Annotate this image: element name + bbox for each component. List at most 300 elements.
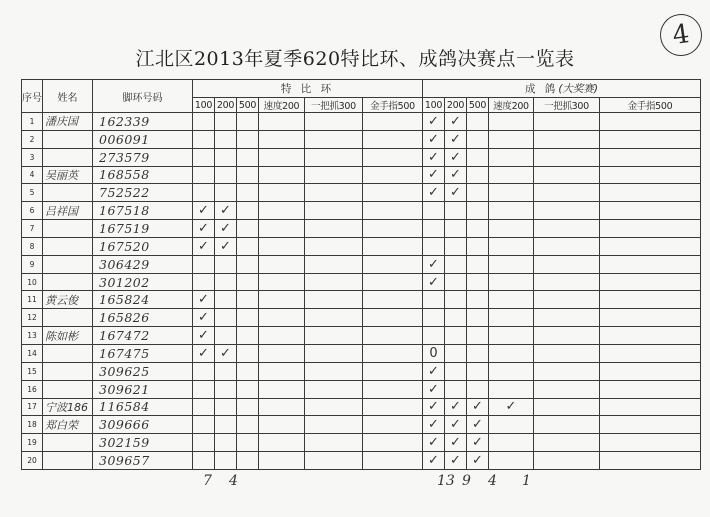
mark-cell [215,416,237,434]
mark-cell [534,220,600,238]
owner-name [43,273,93,291]
column-total: 13 [437,473,455,489]
mark-cell [489,309,534,327]
mark-cell [467,380,489,398]
mark-cell [259,220,305,238]
mark-cell [600,416,701,434]
mark-cell [259,344,305,362]
page-number-circle: 4 [657,11,704,58]
mark-cell [259,113,305,131]
mark-cell [305,166,363,184]
mark-cell [600,130,701,148]
row-number: 18 [22,416,43,434]
check-mark: ✓ [445,398,467,416]
check-mark: ✓ [445,434,467,452]
check-mark: ✓ [215,202,237,220]
mark-cell [600,309,701,327]
mark-cell [534,130,600,148]
ring-number: 309657 [93,452,193,470]
mark-cell [363,434,423,452]
table-row [22,344,701,362]
mark-cell [305,344,363,362]
mark-cell [215,434,237,452]
row-number: 17 [22,398,43,416]
table-row [22,166,701,184]
mark-cell [237,344,259,362]
mark-cell [363,184,423,202]
mark-cell [363,362,423,380]
mark-cell [237,309,259,327]
mark-cell [237,291,259,309]
ring-number: 168558 [93,166,193,184]
mark-cell [305,255,363,273]
ring-number: 167475 [93,344,193,362]
mark-cell [363,309,423,327]
header-special-500: 500 [237,98,259,113]
owner-name: 吕祥国 [43,202,93,220]
mark-cell [489,202,534,220]
column-total: 1 [522,473,531,489]
table-row [22,255,701,273]
owner-name [43,434,93,452]
mark-cell [215,166,237,184]
mark-cell [305,416,363,434]
mark-cell [193,398,215,416]
mark-cell [423,220,445,238]
mark-cell [489,166,534,184]
check-mark: ✓ [445,184,467,202]
mark-cell [215,452,237,470]
mark-cell [305,184,363,202]
mark-cell [237,452,259,470]
row-number: 11 [22,291,43,309]
mark-cell [489,130,534,148]
mark-cell [467,148,489,166]
check-mark: ✓ [423,434,445,452]
header-adult-200: 200 [445,98,467,113]
ring-number: 302159 [93,434,193,452]
owner-name: 吴丽英 [43,166,93,184]
mark-cell [215,398,237,416]
mark-cell [237,237,259,255]
mark-cell [445,380,467,398]
mark-cell [600,220,701,238]
ring-number: 301202 [93,273,193,291]
mark-cell [600,452,701,470]
check-mark: ✓ [423,113,445,131]
owner-name [43,148,93,166]
check-mark: ✓ [467,452,489,470]
row-number: 3 [22,148,43,166]
adult-group-note: (大奖赛) [558,83,599,95]
mark-cell [600,113,701,131]
mark-cell [423,291,445,309]
table-row [22,291,701,309]
row-number: 7 [22,220,43,238]
table-row [22,273,701,291]
mark-cell [534,416,600,434]
mark-cell [363,291,423,309]
check-mark: ✓ [423,273,445,291]
mark-cell [467,184,489,202]
mark-cell [259,309,305,327]
mark-cell [534,434,600,452]
mark-cell [259,148,305,166]
row-number: 15 [22,362,43,380]
mark-cell [259,130,305,148]
mark-cell [305,202,363,220]
header-special-100: 100 [193,98,215,113]
header-adult-一把抓300: 一把抓300 [534,98,600,113]
ring-number: 165826 [93,309,193,327]
check-mark: ✓ [423,416,445,434]
row-number: 5 [22,184,43,202]
mark-cell [259,398,305,416]
mark-cell [363,273,423,291]
mark-cell [237,148,259,166]
mark-cell [305,237,363,255]
mark-cell [445,309,467,327]
check-mark: ✓ [215,220,237,238]
mark-cell [489,452,534,470]
mark-cell [215,255,237,273]
mark-cell [467,273,489,291]
mark-cell [215,380,237,398]
owner-name: 宁波186 [43,398,93,416]
row-number: 14 [22,344,43,362]
mark-cell [193,362,215,380]
row-number: 2 [22,130,43,148]
check-mark: ✓ [423,166,445,184]
document-title: 江北区2013年夏季620特比环、成鸽决赛点一览表 [135,48,575,70]
mark-cell [534,255,600,273]
mark-cell [193,113,215,131]
mark-cell [467,327,489,345]
table-row [22,380,701,398]
mark-cell [467,309,489,327]
mark-cell [534,344,600,362]
check-mark: ✓ [445,130,467,148]
mark-cell [305,148,363,166]
mark-cell [423,237,445,255]
check-mark: ✓ [215,237,237,255]
mark-cell [600,398,701,416]
mark-cell [489,434,534,452]
mark-cell [600,362,701,380]
mark-cell [489,220,534,238]
mark-cell [445,344,467,362]
mark-cell [534,452,600,470]
mark-cell [489,148,534,166]
check-mark: ✓ [193,344,215,362]
header-no: 序号 [22,80,43,113]
mark-cell [259,291,305,309]
check-mark: ✓ [489,398,534,416]
mark-cell [600,202,701,220]
mark-cell [305,113,363,131]
mark-cell [600,184,701,202]
owner-name [43,362,93,380]
results-table [21,79,701,470]
mark-cell [237,130,259,148]
mark-cell [445,255,467,273]
mark-cell [534,202,600,220]
mark-cell [363,113,423,131]
owner-name [43,344,93,362]
mark-cell [193,273,215,291]
header-special-速度200: 速度200 [259,98,305,113]
mark-cell [423,202,445,220]
header-adult-100: 100 [423,98,445,113]
mark-cell [259,273,305,291]
mark-cell [534,113,600,131]
owner-name [43,237,93,255]
mark-cell [259,434,305,452]
mark-cell [215,291,237,309]
check-mark: ✓ [467,398,489,416]
mark-cell [193,434,215,452]
check-mark: ✓ [215,344,237,362]
mark-cell [600,291,701,309]
row-number: 9 [22,255,43,273]
mark-cell [259,255,305,273]
owner-name: 黄云俊 [43,291,93,309]
mark-cell [467,255,489,273]
check-mark: ✓ [193,327,215,345]
mark-cell [363,237,423,255]
mark-cell [445,220,467,238]
owner-name [43,380,93,398]
mark-cell [305,327,363,345]
header-adult-金手指500: 金手指500 [600,98,701,113]
check-mark: ✓ [467,416,489,434]
mark-cell [305,398,363,416]
mark-cell [193,166,215,184]
owner-name: 郑白荣 [43,416,93,434]
mark-cell [237,362,259,380]
mark-cell [237,434,259,452]
ring-number: 162339 [93,113,193,131]
mark-cell [237,327,259,345]
mark-cell [534,380,600,398]
table-row [22,327,701,345]
check-mark: ✓ [445,113,467,131]
mark-cell [259,166,305,184]
row-number: 13 [22,327,43,345]
table-row [22,148,701,166]
header-ring: 脚环号码 [93,80,193,113]
mark-cell [237,184,259,202]
header-special-一把抓300: 一把抓300 [305,98,363,113]
mark-cell [215,130,237,148]
mark-cell [237,416,259,434]
mark-cell [467,220,489,238]
table-row [22,398,701,416]
check-mark: ✓ [193,309,215,327]
check-mark: ✓ [423,130,445,148]
check-mark: ✓ [423,452,445,470]
mark-cell [237,273,259,291]
mark-cell [467,202,489,220]
ring-number: 309625 [93,362,193,380]
mark-cell [363,452,423,470]
mark-cell [489,327,534,345]
mark-cell [193,148,215,166]
ring-number: 167472 [93,327,193,345]
check-mark: ✓ [423,398,445,416]
mark-cell [237,398,259,416]
header-special-金手指500: 金手指500 [363,98,423,113]
table-row [22,202,701,220]
mark-cell [534,166,600,184]
mark-cell [467,130,489,148]
mark-cell [259,452,305,470]
ring-number: 306429 [93,255,193,273]
mark-cell [534,184,600,202]
owner-name [43,255,93,273]
column-total: 4 [229,473,238,489]
check-mark: ✓ [445,148,467,166]
mark-cell [363,380,423,398]
mark-cell [363,416,423,434]
mark-cell [467,291,489,309]
mark-cell [534,309,600,327]
mark-cell [489,184,534,202]
mark-cell [489,255,534,273]
mark-cell [489,113,534,131]
row-number: 8 [22,237,43,255]
mark-cell [305,273,363,291]
row-number: 1 [22,113,43,131]
mark-cell [193,184,215,202]
mark-cell [237,380,259,398]
mark-cell [305,380,363,398]
mark-cell [467,113,489,131]
header-special-group: 特 比 环 [193,80,423,98]
mark-cell [363,202,423,220]
mark-cell [215,148,237,166]
mark-cell [193,416,215,434]
mark-cell [259,362,305,380]
ring-number: 006091 [93,130,193,148]
mark-cell [305,452,363,470]
mark-cell [467,166,489,184]
row-number: 12 [22,309,43,327]
mark-cell [534,398,600,416]
check-mark: ✓ [193,237,215,255]
mark-cell [600,344,701,362]
check-mark: ✓ [193,291,215,309]
mark-cell [237,113,259,131]
check-mark: ✓ [423,362,445,380]
mark-cell [534,237,600,255]
mark-cell [489,291,534,309]
mark-cell [363,255,423,273]
mark-cell [445,202,467,220]
table-row [22,452,701,470]
owner-name: 陈如彬 [43,327,93,345]
mark-cell [600,380,701,398]
mark-cell [600,166,701,184]
header-adult-group [423,80,701,98]
column-total: 9 [462,473,471,489]
mark-cell [259,380,305,398]
mark-cell [363,166,423,184]
mark-cell [193,452,215,470]
mark-cell [445,327,467,345]
check-mark: ✓ [423,380,445,398]
column-total: 4 [488,473,497,489]
table-row [22,237,701,255]
header-special-200: 200 [215,98,237,113]
mark-cell [305,309,363,327]
check-mark: ✓ [467,434,489,452]
mark-cell [237,220,259,238]
mark-cell [600,434,701,452]
mark-cell [423,327,445,345]
mark-cell [467,237,489,255]
ring-number: 309621 [93,380,193,398]
mark-cell [445,291,467,309]
mark-cell [237,166,259,184]
column-total: 7 [203,473,212,489]
mark-cell [534,362,600,380]
ring-number: 309666 [93,416,193,434]
check-mark: ✓ [423,255,445,273]
mark-cell [423,309,445,327]
mark-cell [600,237,701,255]
mark-cell [363,148,423,166]
mark-cell [489,362,534,380]
check-mark: ✓ [193,220,215,238]
mark-cell [489,237,534,255]
mark-cell [445,362,467,380]
mark-cell [489,416,534,434]
mark-cell [363,327,423,345]
mark-cell [215,309,237,327]
mark-cell [445,273,467,291]
mark-cell [305,434,363,452]
mark-cell [193,130,215,148]
mark-cell [193,255,215,273]
mark-cell [534,273,600,291]
table-row [22,362,701,380]
owner-name [43,184,93,202]
mark-cell [259,202,305,220]
mark-cell [193,380,215,398]
row-number: 16 [22,380,43,398]
mark-cell [534,327,600,345]
mark-cell [600,148,701,166]
ring-number: 165824 [93,291,193,309]
mark-cell [305,362,363,380]
mark-cell [215,327,237,345]
check-mark: ✓ [445,452,467,470]
mark-cell [259,416,305,434]
owner-name [43,220,93,238]
adult-group-label: 成 鸽 [524,83,559,95]
mark-cell [259,327,305,345]
header-name: 姓名 [43,80,93,113]
ring-number: 273579 [93,148,193,166]
row-number: 6 [22,202,43,220]
mark-cell [489,344,534,362]
mark-cell [237,255,259,273]
ring-number: 167519 [93,220,193,238]
mark-cell [600,273,701,291]
check-mark: ✓ [423,184,445,202]
mark-cell [489,273,534,291]
